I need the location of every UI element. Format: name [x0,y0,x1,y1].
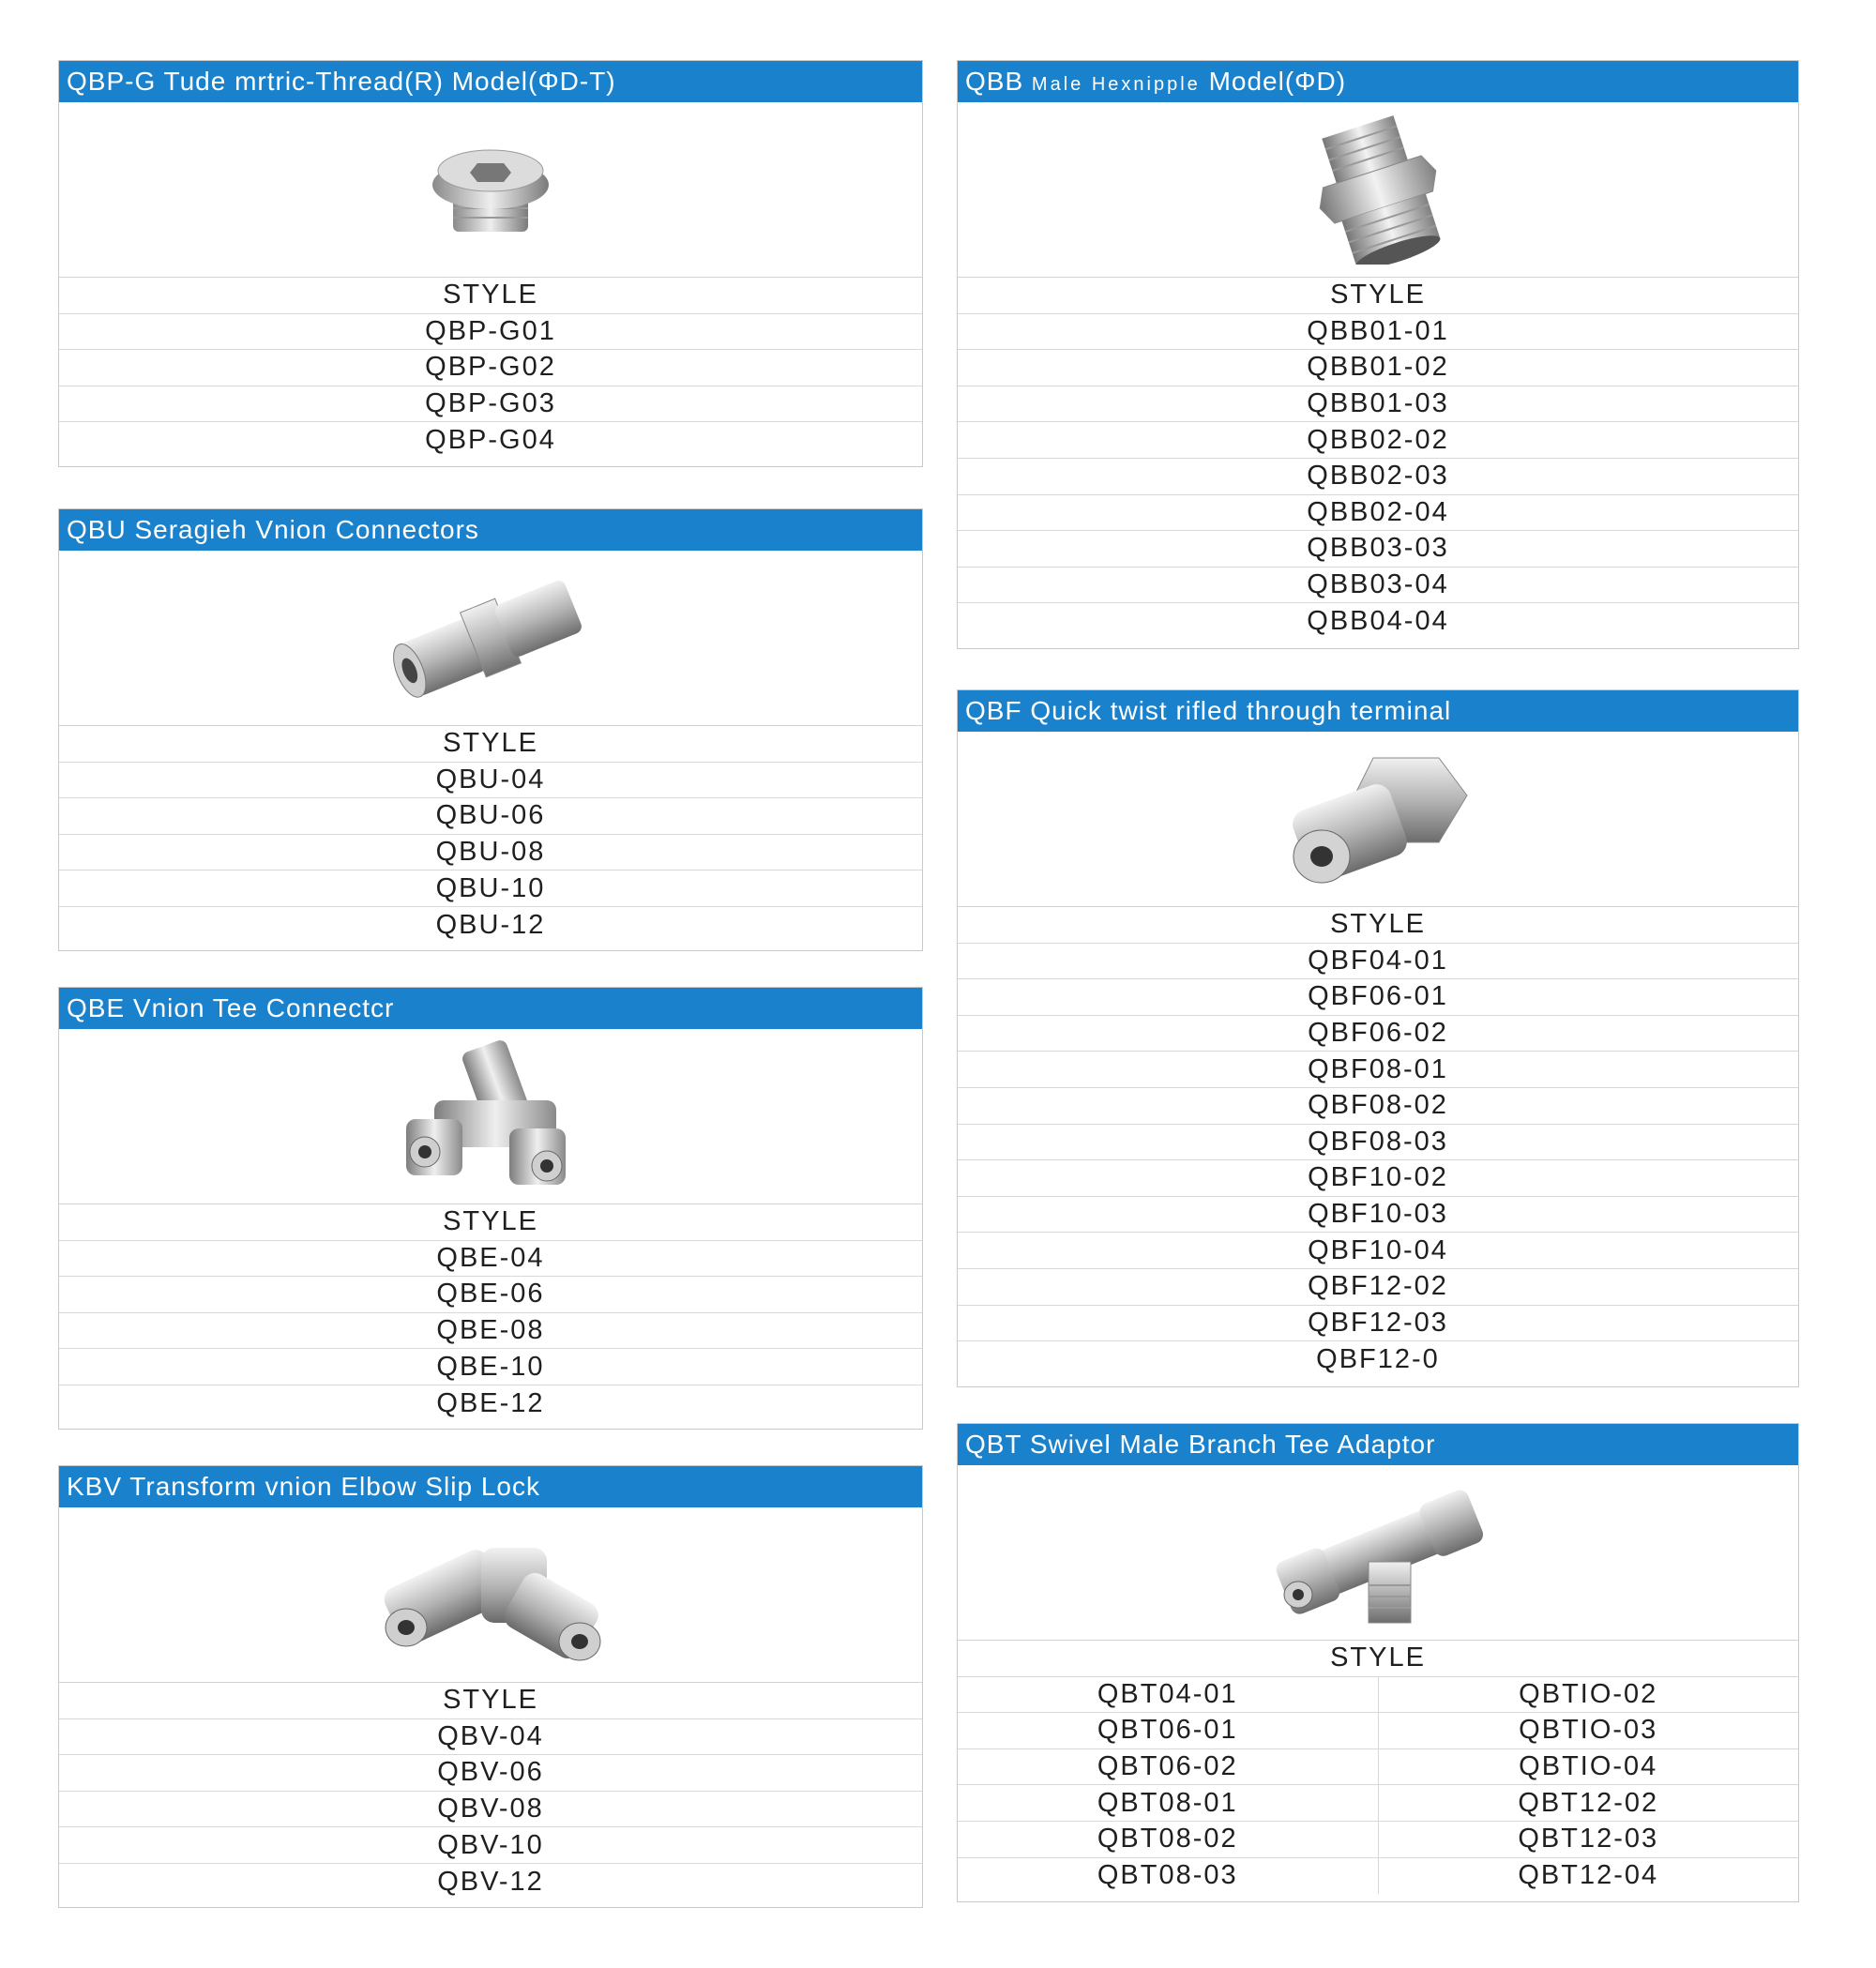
panel-title: QBU Seragieh Vnion Connectors [59,509,922,551]
column-header: STYLE [59,1683,922,1719]
column-header: STYLE [59,1204,922,1241]
table-row: QBU-12 [435,909,546,940]
panel-qbt [957,1423,1799,1902]
table-row [958,1677,1798,1714]
panel-title [958,61,1798,102]
table-row: QBF06-01 [958,979,1798,1016]
title-suffix: Model(ΦD) [1208,67,1347,96]
table-row: QBE-10 [59,1349,922,1385]
table-row: QBB02-03 [958,459,1798,495]
table-cell: QBT04-01 [958,1677,1379,1713]
table-row: QBU-10 [59,870,922,907]
table-row: QBU-04 [59,763,922,799]
table-row: QBF10-03 [958,1197,1798,1234]
table-cell: QBT08-03 [958,1858,1379,1895]
table-row: QBU-06 [59,798,922,835]
table-row: QBE-06 [59,1277,922,1313]
table-row: QBB03-03 [958,531,1798,568]
product-image [59,551,922,726]
table-row: QBF12-03 [958,1306,1798,1342]
table-row: QBB01-02 [958,350,1798,386]
table-row: QBF08-01 [958,1052,1798,1088]
table-row: QBF08-02 [958,1088,1798,1125]
column-header: STYLE [958,907,1798,944]
table-row: QBP-G03 [59,386,922,423]
table-cell: QBT12-03 [1518,1824,1659,1854]
table-cell: QBT06-02 [958,1749,1379,1785]
tee-connector-icon [397,1035,584,1199]
table-row: QBF10-04 [958,1233,1798,1269]
table-row: QBB01-01 [958,314,1798,351]
column-header: STYLE [59,278,922,314]
hex-plug-icon [425,133,556,246]
panel-qbf [957,689,1799,1387]
title-small: Male Hexnipple [1031,74,1201,95]
table-row: QBB04-04 [1307,606,1449,637]
table-row: QBB02-04 [958,495,1798,532]
table-row [958,1858,1798,1895]
table-row: QBF10-02 [958,1160,1798,1197]
table-row: QBB01-03 [958,386,1798,423]
table-cell: QBTIO-04 [1519,1751,1658,1782]
table-row: QBP-G01 [59,314,922,351]
title-prefix: QBB [965,67,1024,96]
table-row: QBE-12 [436,1387,545,1418]
table-row: QBP-G04 [425,425,556,456]
product-image [958,1465,1798,1641]
product-image [59,1507,922,1683]
panel-qbb [957,60,1799,649]
column-header: STYLE [958,278,1798,314]
table-row: QBE-08 [59,1313,922,1350]
table-cell: QBT06-01 [958,1713,1379,1748]
product-image [958,102,1798,278]
table-cell: QBTIO-03 [1519,1715,1658,1746]
panel-title: KBV Transform vnion Elbow Slip Lock [59,1466,922,1507]
table-row [958,1713,1798,1749]
table-cell: QBT12-04 [1518,1860,1659,1891]
table-row: QBF08-03 [958,1125,1798,1161]
table-cell: QBT12-02 [1518,1787,1659,1818]
table-row [958,1822,1798,1858]
table-row: QBB03-04 [958,568,1798,604]
branch-tee-icon [1270,1473,1486,1632]
table-row: QBV-04 [59,1719,922,1756]
column-header: STYLE [59,726,922,763]
union-connector-icon [383,568,598,708]
table-row: QBE-04 [59,1241,922,1278]
table-row: QBF04-01 [958,944,1798,980]
panel-kbv [58,1465,923,1908]
table-row: QBV-12 [437,1866,544,1897]
table-row: QBP-G02 [59,350,922,386]
panel-title: QBE Vnion Tee Connectcr [59,988,922,1029]
column-header: STYLE [958,1641,1798,1677]
table-row: QBV-06 [59,1755,922,1792]
table-row: QBF06-02 [958,1016,1798,1052]
panel-title: QBF Quick twist rifled through terminal [958,690,1798,732]
hex-nipple-icon [1289,114,1467,265]
product-image [59,1029,922,1204]
panel-qbu [58,508,923,951]
table-cell: QBT08-01 [958,1785,1379,1821]
product-image [59,102,922,278]
panel-qbp [58,60,923,467]
table-cell: QBT08-02 [958,1822,1379,1857]
table-row: QBB02-02 [958,422,1798,459]
panel-qbe [58,987,923,1430]
elbow-connector-icon [369,1520,613,1670]
table-row: QBF12-02 [958,1269,1798,1306]
product-image [958,732,1798,907]
table-row [958,1749,1798,1786]
table-row: QBF12-0 [1316,1343,1440,1374]
female-terminal-icon [1279,739,1476,899]
table-cell: QBTIO-02 [1519,1678,1658,1709]
table-row: QBV-08 [59,1792,922,1828]
table-row: QBV-10 [59,1827,922,1864]
panel-title: QBP-G Tude mrtric-Thread(R) Model(ΦD-T) [59,61,922,102]
table-row [958,1785,1798,1822]
table-row: QBU-08 [59,835,922,871]
panel-title: QBT Swivel Male Branch Tee Adaptor [958,1424,1798,1465]
